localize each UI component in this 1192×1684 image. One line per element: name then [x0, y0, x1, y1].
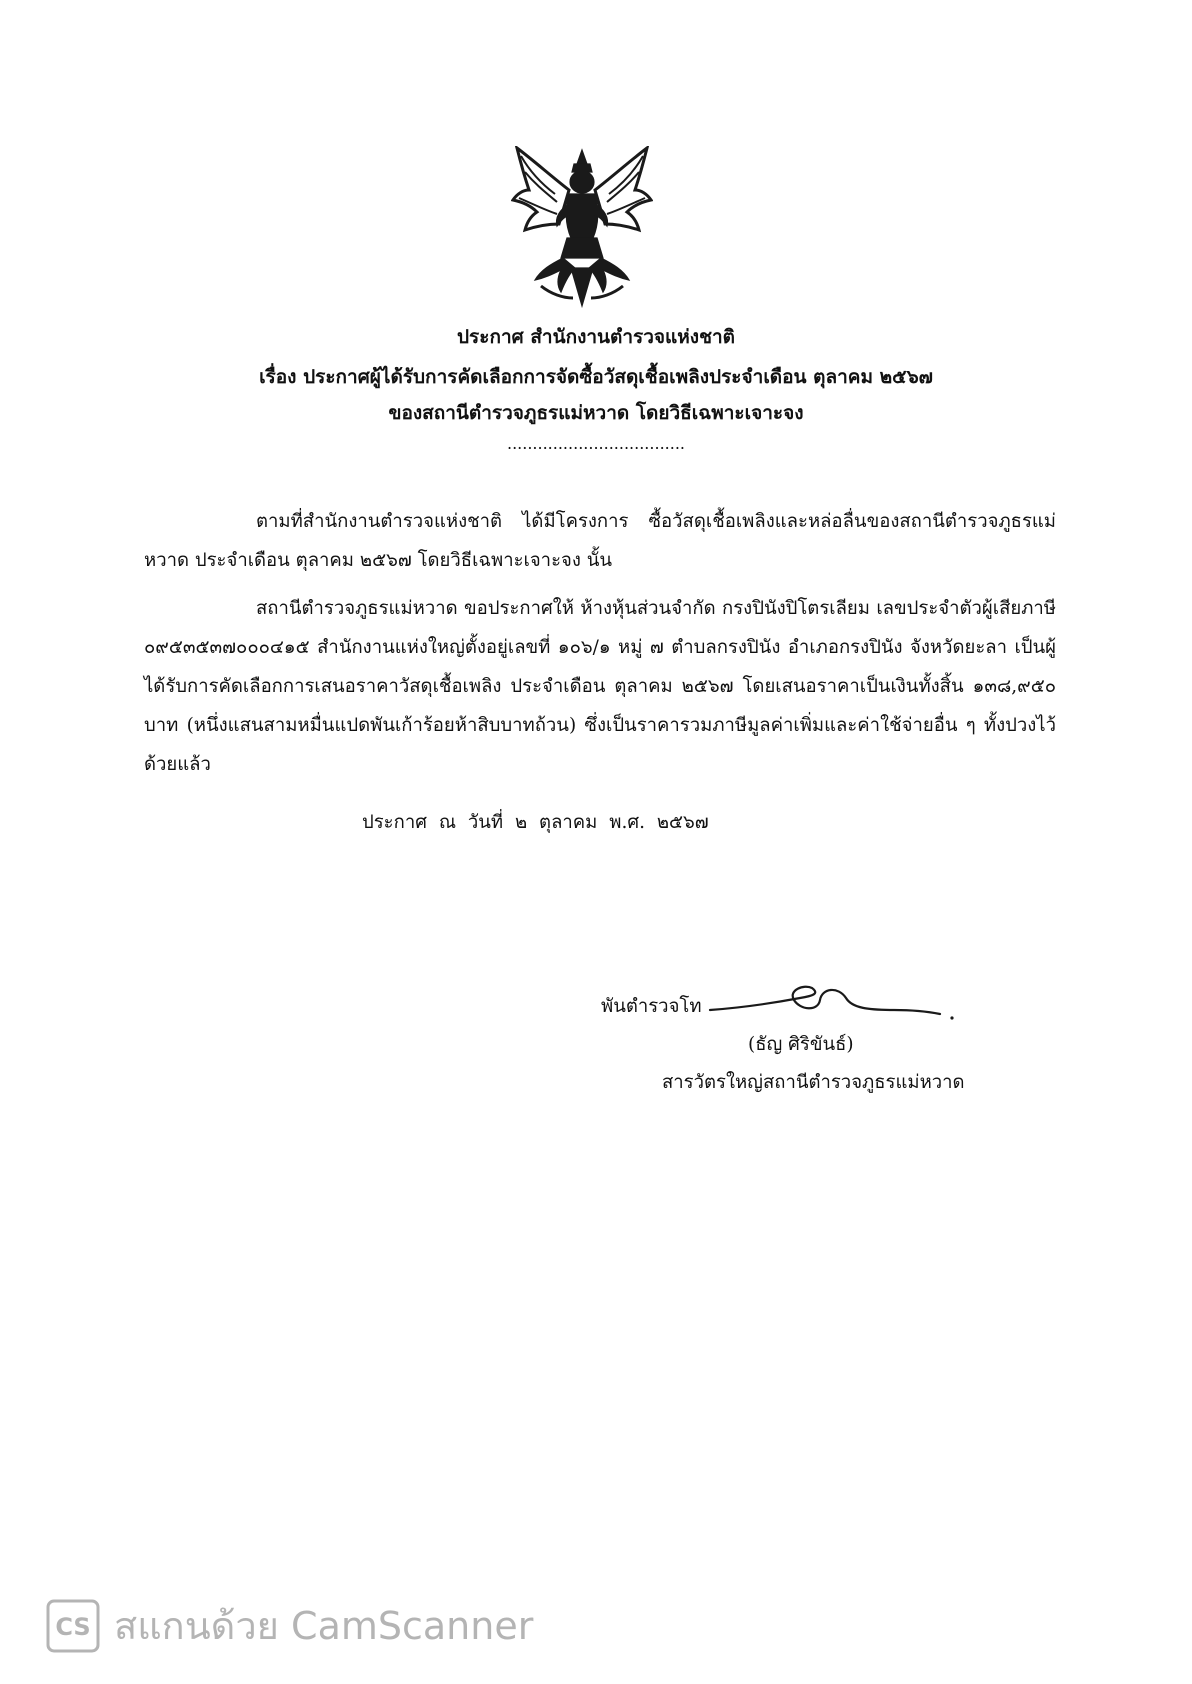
- garuda-emblem-icon: [511, 146, 653, 310]
- announcement-subject: เรื่อง ประกาศผู้ได้รับการคัดเลือกการจัดซื้อวัสดุเชื้อเพลิงประจำเดือน ตุลาคม ๒๕๖๗: [259, 366, 933, 388]
- announcement-subject-cont: ของสถานีตำรวจภูธรแม่หวาด โดยวิธีเฉพาะเจาะจง: [388, 402, 804, 424]
- camscanner-watermark: [46, 1598, 533, 1654]
- camscanner-logo-text: CS: [55, 1613, 91, 1641]
- camscanner-logo-icon: [46, 1599, 100, 1653]
- handwritten-signature-icon: [708, 980, 956, 1024]
- header-divider: ...................................: [506, 434, 685, 453]
- announcement-title: ประกาศ สำนักงานตำรวจแห่งชาติ: [457, 326, 735, 348]
- body-paragraph-1: ตามที่สำนักงานตำรวจแห่งชาติ ได้มีโครงการ ซื้อวัสดุเชื้อเพลิงและหล่อลื่นของสถานีตำรวจภูธรแม่หวาด ประจำเดือน ตุลาคม ๒๕๖๗ โดยวิธีเฉพาะเจาะจง นั้น: [144, 511, 1056, 571]
- announcement-date: ประกาศ ณ วันที่ ๒ ตุลาคม พ.ศ. ๒๕๖๗: [362, 812, 709, 833]
- body-paragraph-2: สถานีตำรวจภูธรแม่หวาด ขอประกาศให้ ห้างหุ้นส่วนจำกัด กรงปินังปิโตรเลียม เลขประจำตัวผู้เสียภาษี ๐๙๕๓๕๓๗๐๐๐๔๑๕ สำนักงานแห่งใหญ่ตั้งอยู่เลขที่ ๑๐๖/๑ หมู่ ๗ ตำบลกรงปินัง อำเภอกรงปินัง จังหวัดยะลา เป็นผู้ได้รับการคัดเลือกการเสนอราคาวัสดุเชื้อเพลิง ประจำเดือน ตุลาคม ๒๕๖๗ โดยเสนอราคาเป็นเงินทั้งสิ้น ๑๓๘,๙๕๐ บาท (หนึ่งแสนสามหมื่นแปดพันเก้าร้อยห้าสิบบาทถ้วน) ซึ่งเป็นราคารวมภาษีมูลค่าเพิ่มและค่าใช้จ่ายอื่น ๆ ทั้งปวงไว้ด้วยแล้ว: [144, 598, 1056, 775]
- signatory-position: สารวัตรใหญ่สถานีตำรวจภูธรแม่หวาด: [662, 1072, 965, 1093]
- signatory-rank: พันตำรวจโท: [601, 996, 702, 1017]
- signatory-name: (ธัญ ศิริขันธ์): [748, 1034, 854, 1055]
- camscanner-watermark-text: สแกนด้วย CamScanner: [114, 1604, 534, 1648]
